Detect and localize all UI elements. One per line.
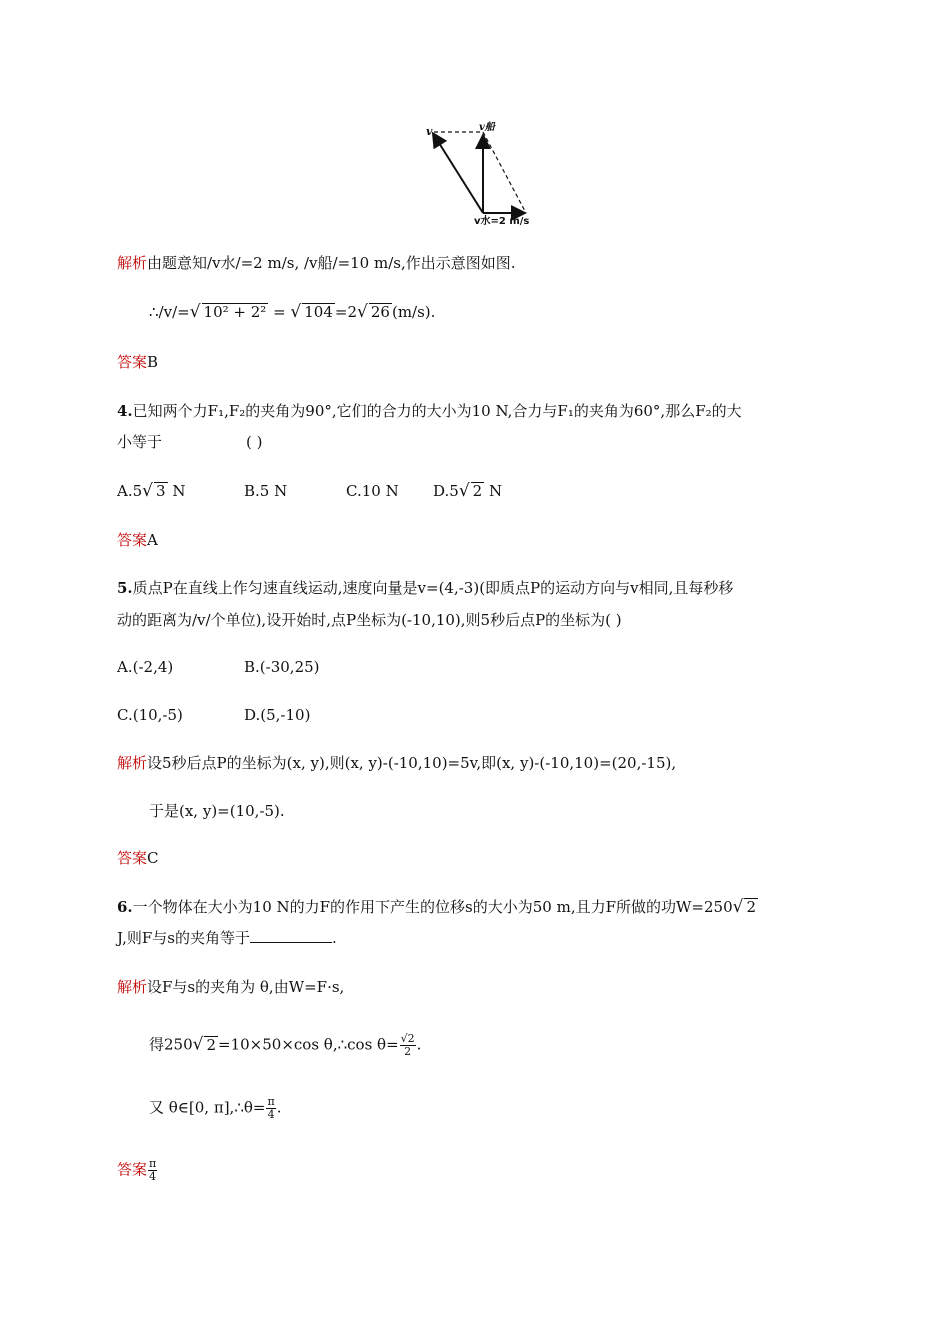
q4-opt-d-post: N [484,482,503,500]
solution-tag: 解析 [117,978,148,996]
label-v: v [426,125,433,138]
q5-option-c: C.(10,-5) [117,706,183,724]
q5-solution-line2: 于是(x, y)=(10,-5). [149,802,285,820]
solution-tag: 解析 [117,254,148,272]
answer-tag: 答案 [117,531,148,549]
q3-solution-line2: ∴/v/=√ 10² + 2² = √ 104 =2√ 26 (m/s). [149,302,436,322]
q4-opt-a-pre: A.5 [117,482,143,500]
q3-end: (m/s). [391,303,436,321]
q4-option-d: D.5√ 2 N [433,481,503,501]
q4-line2 [117,432,162,452]
answer-value: B [147,353,159,371]
q4-opt-a-rad: 3 [156,482,166,500]
q3-answer [117,352,158,372]
dashed-side [483,132,526,213]
q5-text1: 质点P在直线上作匀速直线运动,速度向量是v=(4,-3)(即质点P的运动方向与v相同,且每秒移 [132,579,734,597]
q6-sol3-end: . [276,1098,282,1117]
q5-option-d: D.(5,-10) [244,706,311,724]
q4-bracket: ( ) [246,433,263,451]
q3-eq: = [268,303,291,321]
fraction-denominator: 4 [267,1108,275,1121]
answer-value: C [147,849,159,867]
fraction [266,1096,275,1121]
fraction-numerator: √2 [400,1032,415,1045]
q6-text2-end: . [332,929,337,947]
q4-option-a: A.5√ 3 N [117,481,186,501]
q6-sol2-end: . [416,1035,422,1054]
fraction-denominator: 2 [404,1045,412,1058]
q3-solution-text1: 由题意知/v水/=2 m/s, /v船/=10 m/s,作出示意图如图. [147,254,516,272]
velocity-diagram [420,118,540,230]
q3-radicand3: 26 [370,303,390,321]
answer-tag: 答案 [117,849,148,867]
fraction [400,1033,416,1058]
q3-radicand1: 10² + 2² [203,303,267,321]
q4-answer [117,530,158,550]
q6-sol2-pre: 得250 [149,1035,193,1054]
q4-opt-d-rad: 2 [472,482,483,500]
q3-solution-line1 [117,253,516,273]
q3-radicand2: 104 [304,303,333,321]
q6-line2 [117,928,337,948]
fraction-numerator: π [267,1095,275,1108]
answer-value: A [147,531,158,549]
q4-opt-d-pre: D.5 [433,482,459,500]
q5-line2: 动的距离为/v/个单位),设开始时,点P坐标为(-10,10),则5秒后点P的坐标为( ) [117,611,622,629]
q4-option-c: C.10 N [346,482,399,500]
v-resultant-arrow [434,135,483,213]
q4-opt-a-post: N [167,482,186,500]
solution-tag: 解析 [117,754,148,772]
answer-blank [250,928,332,943]
label-v-boat: v船 [479,122,495,133]
q6-rad: 2 [746,898,757,916]
q6-sol3-pre: 又 θ∈[0, π],∴θ= [149,1098,266,1117]
q3-solution-start: ∴/v/= [149,303,190,321]
label-v-water: v水=2 m/s [474,216,530,227]
q6-solution-text1: 设F与s的夹角为 θ,由W=F·s, [147,978,345,996]
q6-sol2-mid: =10×50×cos θ,∴cos θ= [218,1035,399,1054]
q4-text2: 小等于 [117,433,163,451]
q5-option-b: B.(-30,25) [244,658,320,676]
q5-answer [117,848,159,868]
q4-text1: 已知两个力F₁,F₂的夹角为90°,它们的合力的大小为10 N,合力与F₁的夹角为60°,那么F₂的大 [132,402,742,420]
q4-number: 4. [117,402,133,420]
q6-number: 6. [117,898,133,916]
q5-line1 [117,578,733,598]
q5-option-a: A.(-2,4) [117,658,174,676]
q4-option-b: B.5 N [244,482,288,500]
q6-answer [117,1158,158,1183]
q6-text2: J,则F与s的夹角等于 [117,929,251,947]
answer-tag: 答案 [117,1160,148,1179]
q6-solution-line3 [149,1096,281,1121]
fraction-denominator: 4 [149,1170,157,1183]
q5-number: 5. [117,579,133,597]
q6-sol2-rad: 2 [206,1035,217,1054]
q3-mid: =2 [334,303,358,321]
answer-fraction [148,1158,157,1183]
q6-text1: 一个物体在大小为10 N的力F的作用下产生的位移s的大小为50 m,且力F所做的功W=250 [132,898,733,916]
q6-solution-line2: 得250√ 2 =10×50×cos θ,∴cos θ= $\frac{√2}{2}$ . [149,1032,422,1058]
q5-solution-text1: 设5秒后点P的坐标为(x, y),则(x, y)-(-10,10)=5v,即(x, y)-(-10,10)=(20,-15), [147,754,677,772]
q6-line1: 6.一个物体在大小为10 N的力F的作用下产生的位移s的大小为50 m,且力F所做的功W=250√ 2 [117,897,757,917]
q5-solution-line1 [117,753,676,773]
fraction-numerator: π [149,1157,157,1170]
q6-solution-line1 [117,977,344,997]
answer-tag: 答案 [117,353,148,371]
q4-line1 [117,401,742,421]
